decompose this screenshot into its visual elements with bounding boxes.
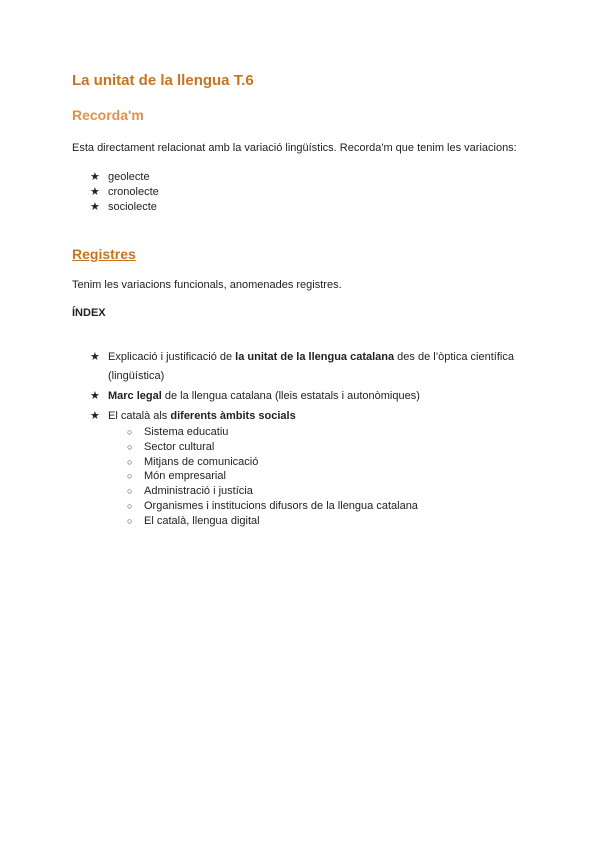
star-icon: ★ (90, 410, 100, 422)
list-item: ★ Explicació i justificació de la unitat de la llengua catalana des de l’òptica científica (lingüística) (90, 348, 530, 386)
list-item: ○ Mitjans de comunicació (127, 455, 259, 468)
heading-recordam: Recorda'm (72, 107, 144, 123)
circle-icon: ○ (127, 486, 133, 497)
list-item: ○ El català, llengua digital (127, 514, 260, 527)
list-item: ★ El català als diferents àmbits socials (90, 407, 530, 426)
star-icon: ★ (90, 201, 100, 213)
index-label: ÍNDEX (72, 307, 106, 319)
heading-registres: Registres (72, 246, 136, 262)
list-item: ○ Organismes i institucions difusors de la llengua catalana (127, 499, 418, 512)
star-icon: ★ (90, 186, 100, 198)
circle-icon: ○ (127, 441, 133, 452)
star-icon: ★ (90, 390, 100, 402)
list-item: ○ Món empresarial (127, 470, 226, 483)
circle-icon: ○ (127, 471, 133, 482)
circle-icon: ○ (127, 500, 133, 511)
list-item: ★ geolecte (90, 171, 150, 183)
recordam-paragraph: Esta directament relacionat amb la variació lingüístics. Recorda'm que tenim les variacions: (72, 142, 517, 154)
star-icon: ★ (90, 351, 100, 363)
circle-icon: ○ (127, 515, 133, 526)
star-icon: ★ (90, 171, 100, 183)
list-item: ○ Sector cultural (127, 440, 215, 453)
social-areas-list (127, 425, 418, 529)
document-title: La unitat de la llengua T.6 (72, 72, 254, 89)
index-list (90, 348, 530, 427)
list-item: ○ Sistema educatiu (127, 426, 229, 438)
list-item: ○ Administració i justícia (127, 485, 253, 498)
circle-icon: ○ (127, 427, 133, 437)
list-item: ★ sociolecte (90, 201, 157, 213)
circle-icon: ○ (127, 456, 133, 467)
variations-list (90, 170, 159, 215)
list-item: ★ Marc legal de la llengua catalana (lleis estatals i autonòmiques) (90, 387, 530, 406)
list-item: ★ cronolecte (90, 186, 159, 198)
registres-paragraph: Tenim les variacions funcionals, anomenades registres. (72, 279, 342, 291)
